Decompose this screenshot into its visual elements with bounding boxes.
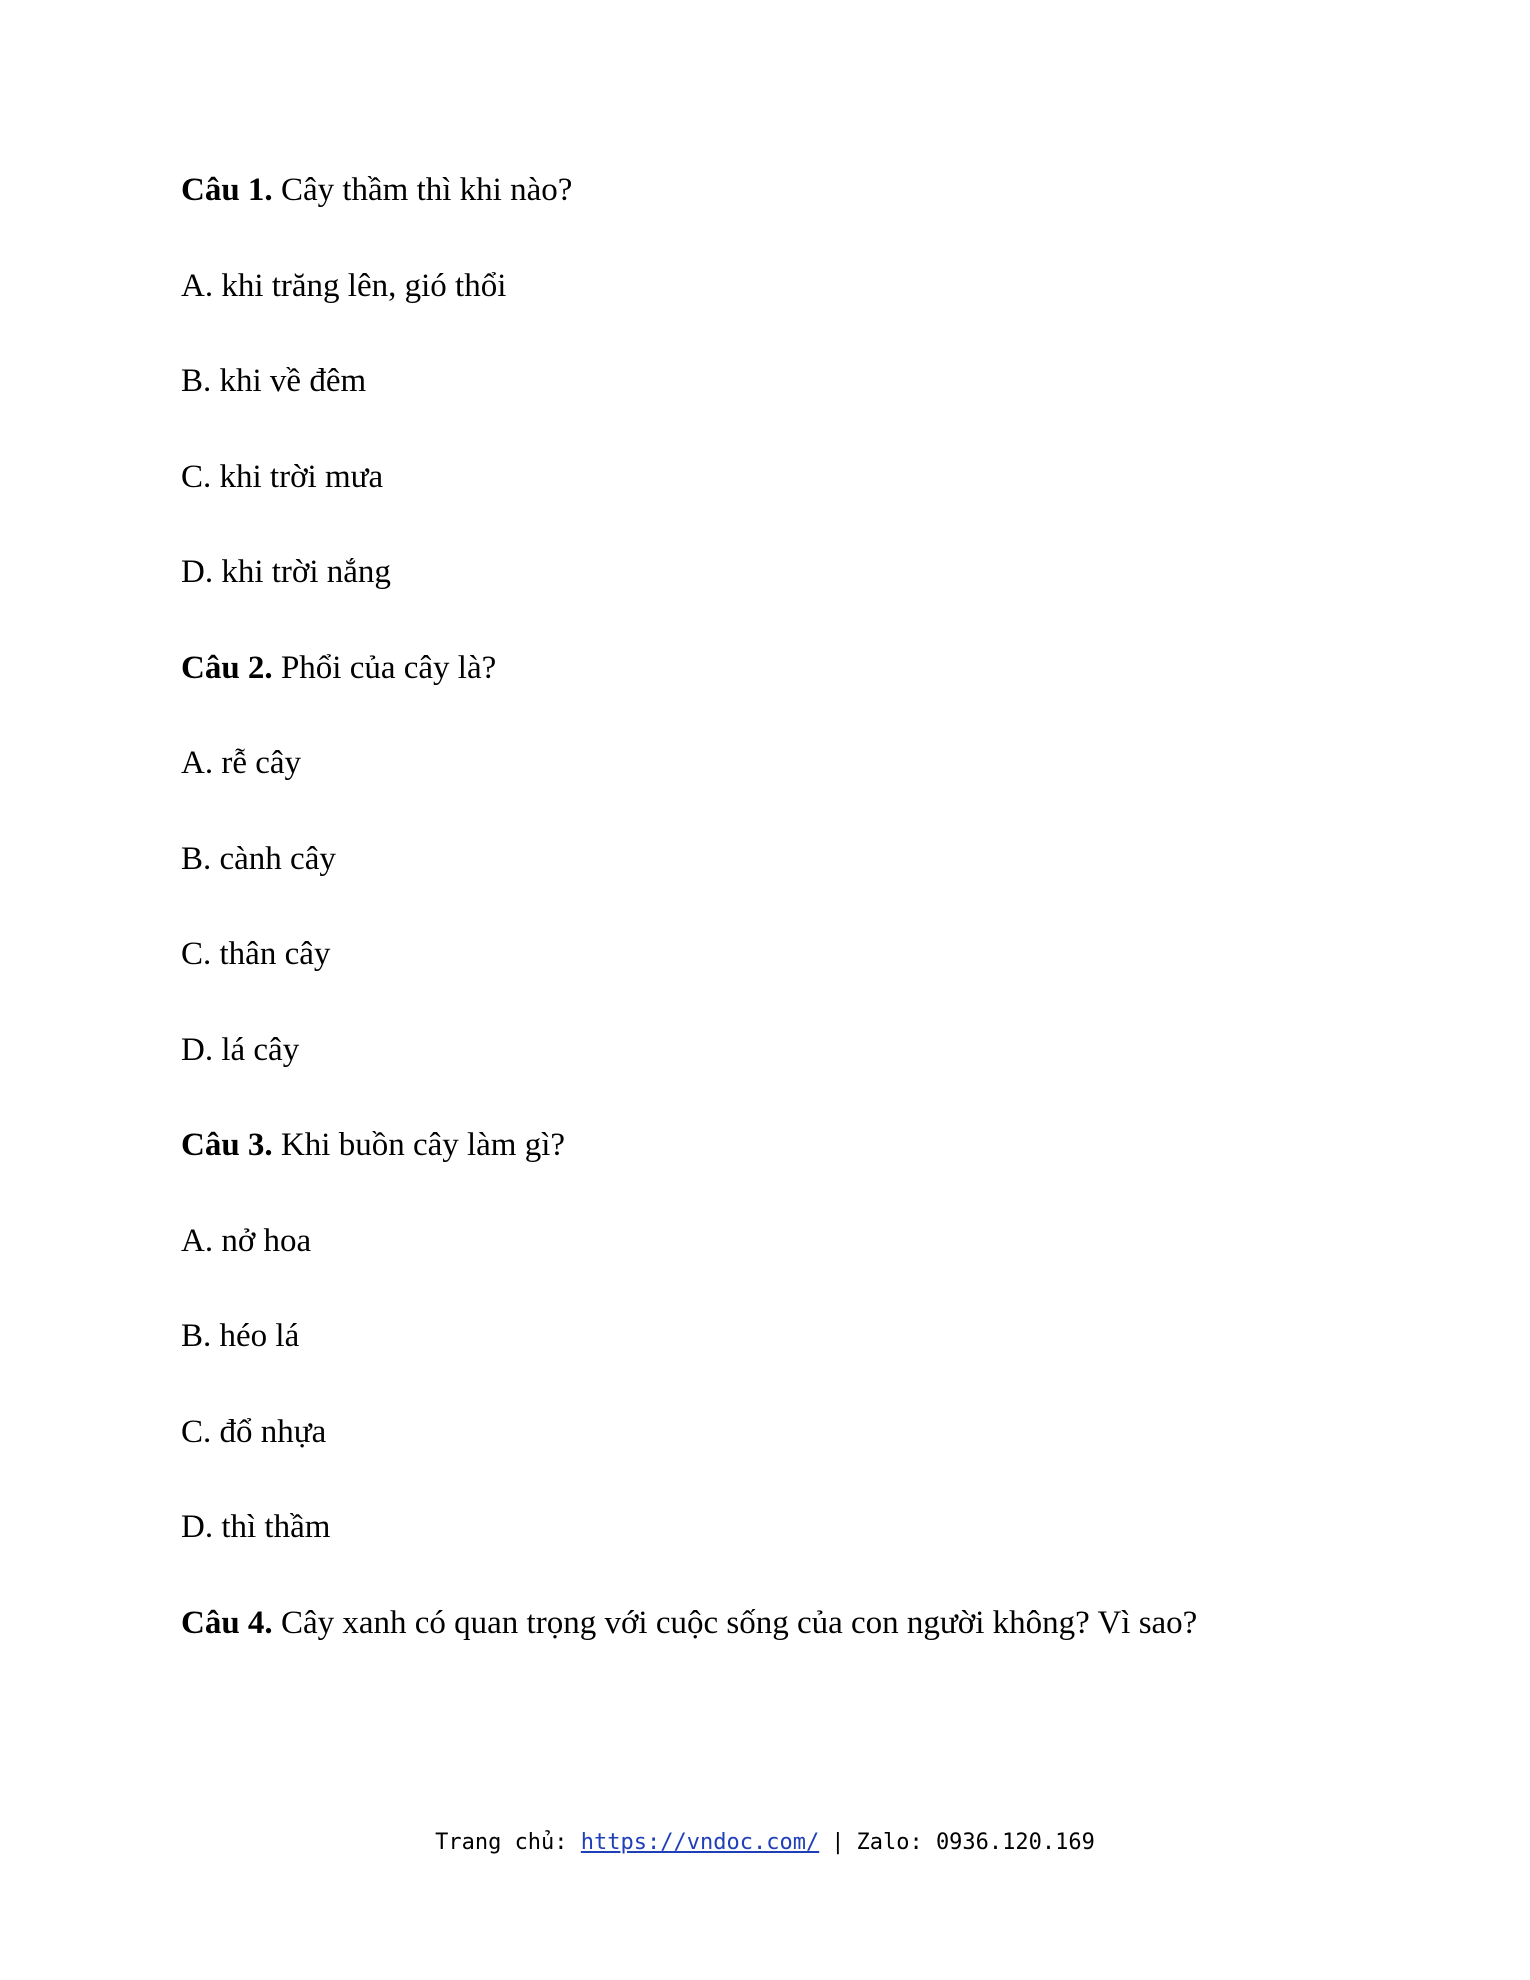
question-1 (181, 170, 1381, 210)
question-2-option-c: C. thân cây (181, 936, 331, 972)
question-3 (181, 1125, 1381, 1165)
question-2-label: Câu 2. (181, 649, 273, 686)
question-4-text: Cây xanh có quan trọng với cuộc sống của con người không? Vì sao? (272, 1604, 1198, 1641)
question-1-option-d: D. khi trời nắng (181, 554, 391, 590)
question-1-text: Cây thầm thì khi nào? (272, 172, 573, 208)
question-2-option-b: B. cành cây (181, 840, 336, 877)
question-3-text: Khi buồn cây làm gì? (272, 1127, 566, 1163)
question-1-option-a: A. khi trăng lên, gió thổi (181, 267, 507, 304)
question-2 (181, 648, 1381, 688)
question-2-option-a: A. rễ cây (181, 745, 302, 781)
footer-home-label: Trang chủ: (435, 1830, 581, 1855)
question-1-label: Câu 1. (181, 172, 273, 208)
question-2-text: Phổi của cây là? (272, 649, 497, 686)
question-4 (181, 1603, 1381, 1643)
footer-home-link[interactable]: https://vndoc.com/ (580, 1830, 820, 1855)
question-3-option-a: A. nở hoa (181, 1222, 312, 1259)
question-3-option-c: C. đổ nhựa (181, 1413, 327, 1450)
question-3-label: Câu 3. (181, 1127, 273, 1163)
question-3-option-d: D. thì thầm (181, 1509, 331, 1545)
question-1-option-c: C. khi trời mưa (181, 458, 384, 495)
question-4-label: Câu 4. (181, 1604, 273, 1641)
page-footer (0, 1828, 1530, 1858)
question-1-option-b: B. khi về đêm (181, 363, 367, 399)
footer-separator: | (831, 1830, 845, 1855)
question-2-option-d: D. lá cây (181, 1031, 300, 1068)
footer-zalo: Zalo: 0936.120.169 (856, 1830, 1095, 1855)
question-list (181, 170, 1381, 1698)
question-3-option-b: B. héo lá (181, 1318, 300, 1354)
